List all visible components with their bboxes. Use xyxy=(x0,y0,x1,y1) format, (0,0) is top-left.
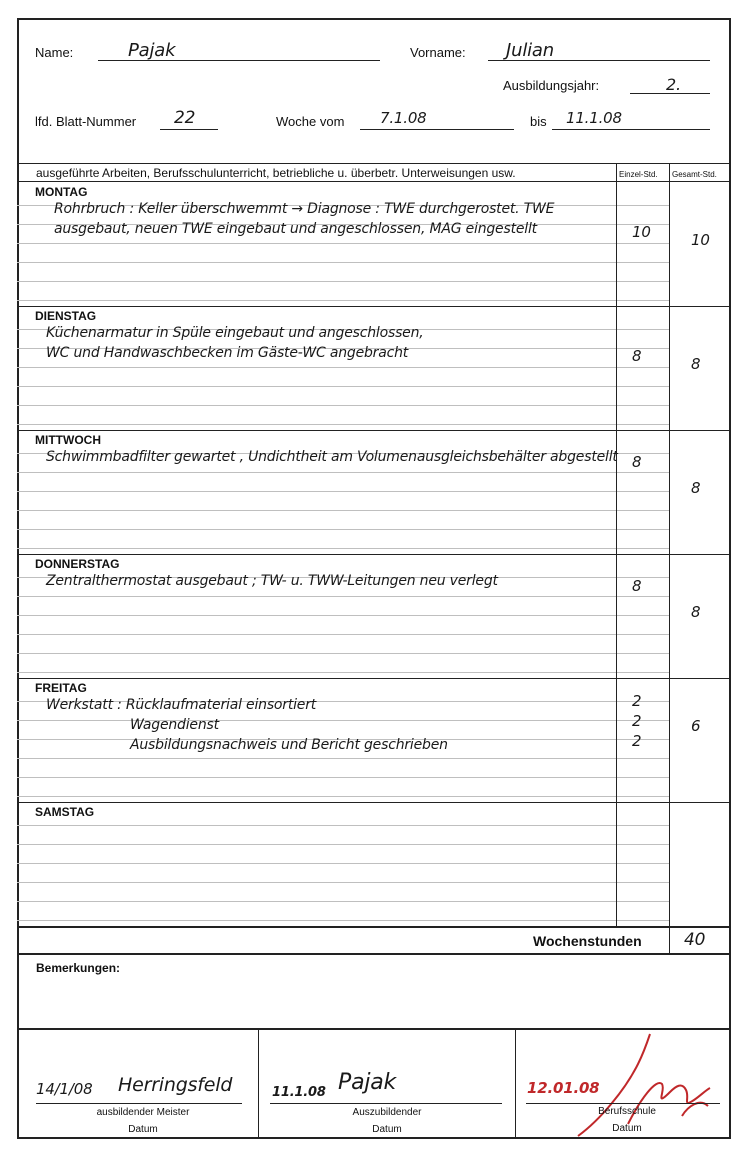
table-header-divider xyxy=(17,181,731,182)
signature-col-divider-1 xyxy=(258,1028,259,1139)
ruled-line xyxy=(17,863,616,864)
ruled-line xyxy=(616,262,669,263)
col-einzel-line xyxy=(616,163,617,927)
schule-datum: Datum xyxy=(612,1123,642,1134)
woche-label: Woche vom xyxy=(276,114,345,129)
meister-datum: Datum xyxy=(128,1124,158,1135)
ruled-line xyxy=(616,882,669,883)
ruled-line xyxy=(17,901,616,902)
einzel-hours: 8 xyxy=(632,453,642,471)
bis-underline xyxy=(552,129,710,130)
day-label: DIENSTAG xyxy=(35,309,97,323)
ruled-line xyxy=(17,405,616,406)
day-block-border xyxy=(17,926,731,928)
wochenstunden-border xyxy=(17,953,731,955)
activity-line: Rohrbruch : Keller überschwemmt → Diagnose : TWE durchgerostet. TWE xyxy=(54,201,555,217)
ruled-line xyxy=(616,577,669,578)
meister-role: ausbildender Meister xyxy=(96,1107,190,1118)
ruled-line xyxy=(616,548,669,549)
activity-line: Zentralthermostat ausgebaut ; TW- u. TWW-Leitungen neu verlegt xyxy=(46,573,498,589)
day-label: SAMSTAG xyxy=(35,805,95,819)
ruled-line xyxy=(616,367,669,368)
ruled-line xyxy=(17,777,616,778)
ruled-line xyxy=(17,596,616,597)
ruled-line xyxy=(17,367,616,368)
day-label: MITTWOCH xyxy=(35,433,101,447)
activity-line: Werkstatt : Rücklaufmaterial einsortiert xyxy=(46,697,317,713)
bemerkungen-label: Bemerkungen: xyxy=(36,961,121,975)
einzel-hours: 8 xyxy=(632,347,642,365)
day-label: FREITAG xyxy=(35,681,87,695)
ruled-line xyxy=(17,920,616,921)
ruled-line xyxy=(17,510,616,511)
ruled-line xyxy=(17,825,616,826)
ruled-line xyxy=(616,844,669,845)
ruled-line xyxy=(616,672,669,673)
gesamt-hours: 6 xyxy=(691,717,701,735)
ruled-line xyxy=(17,548,616,549)
azubi-sign-line xyxy=(270,1103,502,1104)
woche-underline xyxy=(360,129,514,130)
ruled-line xyxy=(616,453,669,454)
einzel-hours: 2 xyxy=(632,732,642,750)
einzel-hours: 10 xyxy=(632,223,651,241)
name-label: Name: xyxy=(35,45,74,60)
table-header-text: ausgeführte Arbeiten, Berufsschulunterricht, betriebliche u. überbetr. Unterweisungen usw. xyxy=(36,166,516,180)
ruled-line xyxy=(616,596,669,597)
day-block-border xyxy=(17,678,731,679)
ruled-line xyxy=(616,739,669,740)
blatt-value: 22 xyxy=(174,108,196,128)
ruled-line xyxy=(616,901,669,902)
ruled-line xyxy=(616,615,669,616)
ruled-line xyxy=(17,758,616,759)
ruled-line xyxy=(616,777,669,778)
name-value: Pajak xyxy=(128,40,176,61)
table-top-border xyxy=(17,163,731,164)
gesamt-hours: 10 xyxy=(691,231,710,249)
schule-sign-line xyxy=(526,1103,720,1104)
ruled-line xyxy=(616,510,669,511)
col-gesamt-line xyxy=(669,163,670,953)
ruled-line xyxy=(17,653,616,654)
einzel-hours: 2 xyxy=(632,692,642,710)
ruled-line xyxy=(616,424,669,425)
ruled-line xyxy=(17,243,616,244)
day-label: MONTAG xyxy=(35,185,88,199)
ruled-line xyxy=(616,348,669,349)
activity-line: Ausbildungsnachweis und Bericht geschrieben xyxy=(130,737,448,753)
wochenstunden-label: Wochenstunden xyxy=(533,933,642,949)
ruled-line xyxy=(17,262,616,263)
ruled-line xyxy=(17,634,616,635)
woche-value: 7.1.08 xyxy=(380,109,427,127)
ruled-line xyxy=(17,529,616,530)
ruled-line xyxy=(17,882,616,883)
ruled-line xyxy=(616,653,669,654)
ruled-line xyxy=(616,329,669,330)
activity-line: Schwimmbadfilter gewartet , Undichtheit am Volumenausgleichsbehälter abgestellt xyxy=(46,449,618,465)
schule-date: 12.01.08 xyxy=(527,1079,600,1097)
blatt-label: lfd. Blatt-Nummer xyxy=(35,114,137,129)
col-einzel-header: Einzel-Std. xyxy=(619,170,658,179)
day-block-border xyxy=(17,306,731,307)
einzel-hours: 2 xyxy=(632,712,642,730)
ausbildungsjahr-label: Ausbildungsjahr: xyxy=(503,78,600,93)
signature-col-divider-2 xyxy=(515,1028,516,1139)
azubi-datum: Datum xyxy=(372,1124,402,1135)
gesamt-hours: 8 xyxy=(691,603,701,621)
day-block-border xyxy=(17,430,731,431)
azubi-role: Auszubildender xyxy=(352,1107,422,1118)
ruled-line xyxy=(616,920,669,921)
ruled-line xyxy=(17,424,616,425)
ausbildungsjahr-value: 2. xyxy=(666,75,681,94)
bis-value: 11.1.08 xyxy=(566,109,622,127)
ruled-line xyxy=(17,491,616,492)
gesamt-hours: 8 xyxy=(691,479,701,497)
ruled-line xyxy=(616,634,669,635)
ruled-line xyxy=(616,529,669,530)
ruled-line xyxy=(616,758,669,759)
day-block-border xyxy=(17,802,731,803)
ruled-line xyxy=(17,796,616,797)
day-block-border xyxy=(17,554,731,555)
ruled-line xyxy=(616,701,669,702)
ruled-line xyxy=(616,281,669,282)
schule-role: Berufsschule xyxy=(598,1106,656,1117)
meister-sign-line xyxy=(36,1103,242,1104)
ruled-line xyxy=(17,300,616,301)
col-gesamt-header: Gesamt-Std. xyxy=(672,170,717,179)
activity-line: Wagendienst xyxy=(130,717,219,733)
ruled-line xyxy=(616,405,669,406)
ruled-line xyxy=(616,472,669,473)
day-label: DONNERSTAG xyxy=(35,557,120,571)
bis-label: bis xyxy=(530,114,547,129)
azubi-date: 11.1.08 xyxy=(272,1085,326,1100)
ruled-line xyxy=(616,491,669,492)
meister-signature: Herringsfeld xyxy=(118,1074,233,1096)
ruled-line xyxy=(616,386,669,387)
ruled-line xyxy=(17,844,616,845)
ruled-line xyxy=(616,863,669,864)
ruled-line xyxy=(17,720,616,721)
ruled-line xyxy=(616,205,669,206)
wochenstunden-value: 40 xyxy=(684,930,706,950)
activity-line: WC und Handwaschbecken im Gäste-WC angebracht xyxy=(46,345,409,361)
ruled-line xyxy=(616,825,669,826)
blatt-underline xyxy=(160,129,218,130)
ruled-line xyxy=(616,720,669,721)
activity-line: Küchenarmatur in Spüle eingebaut und angeschlossen, xyxy=(46,325,424,341)
ruled-line xyxy=(17,615,616,616)
ruled-line xyxy=(616,243,669,244)
ruled-line xyxy=(616,796,669,797)
ruled-line xyxy=(17,281,616,282)
ruled-line xyxy=(17,472,616,473)
gesamt-hours: 8 xyxy=(691,355,701,373)
vorname-label: Vorname: xyxy=(410,45,466,60)
ruled-line xyxy=(616,300,669,301)
vorname-value: Julian xyxy=(506,40,554,61)
azubi-signature: Pajak xyxy=(338,1070,397,1095)
activity-line: ausgebaut, neuen TWE eingebaut und angeschlossen, MAG eingestellt xyxy=(54,221,537,237)
meister-date: 14/1/08 xyxy=(36,1080,93,1098)
ruled-line xyxy=(17,386,616,387)
einzel-hours: 8 xyxy=(632,577,642,595)
ruled-line xyxy=(17,672,616,673)
